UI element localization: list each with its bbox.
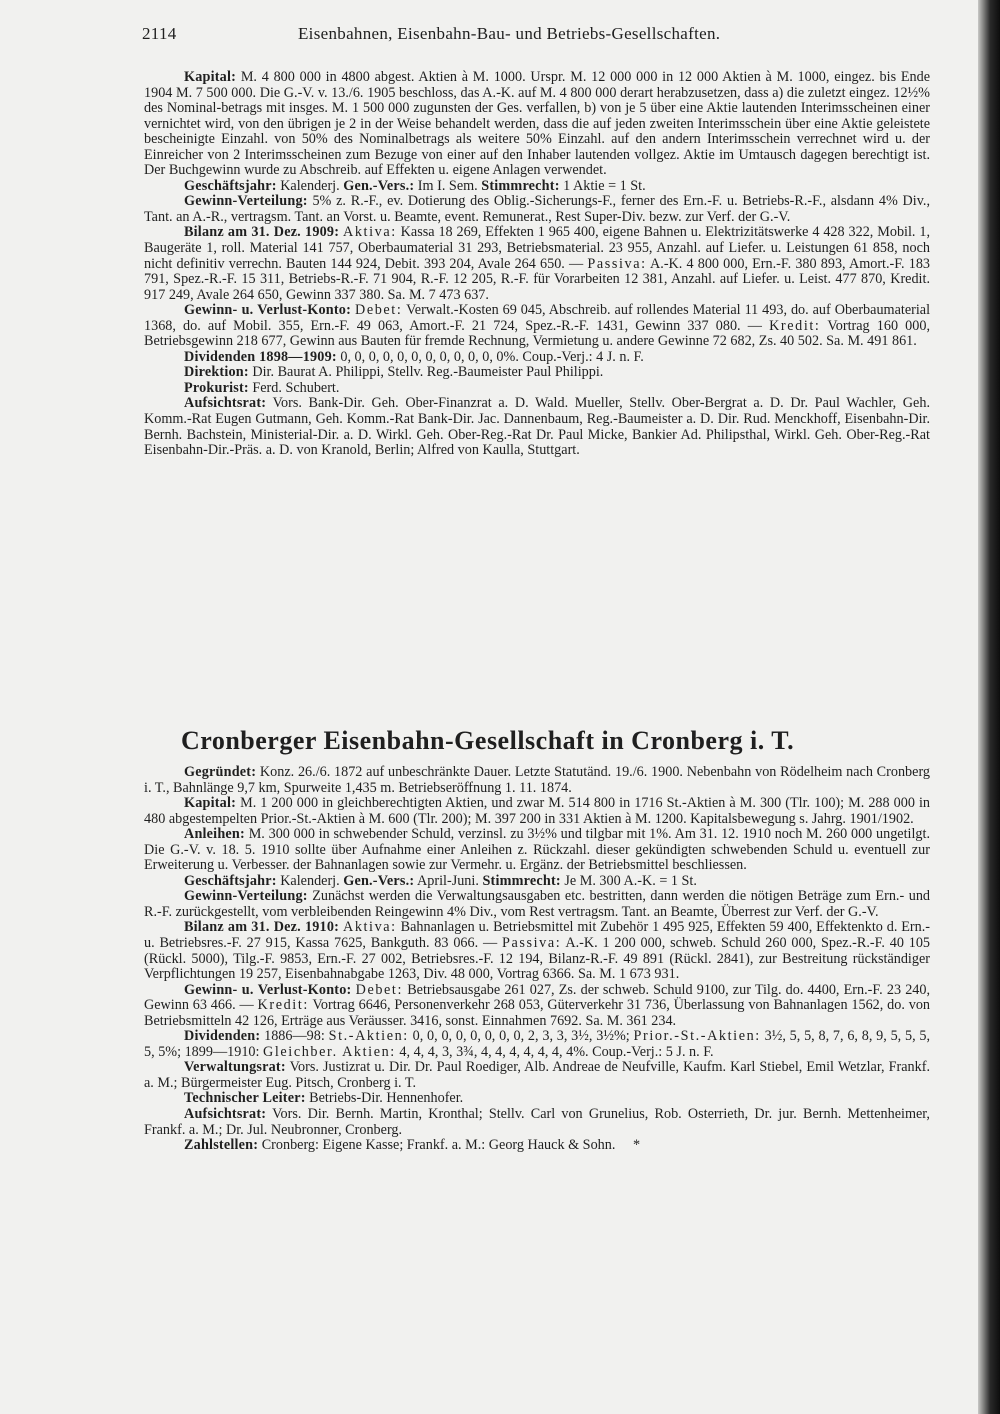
gewinn-verteilung-entry: Gewinn-Verteilung: 5% z. R.-F., ev. Dotierung des Oblig.-Sicherungs-F., ferner des Ern.-F. u. Betriebs-R.-F., alsdann 4% Div., Tant. an A.-R., vertragsm. Tant. an Vorst. u. Beamte, event. Remunerat., Rest Super-Div. bezw. zur Verf. der G.-V.: [144, 193, 931, 225]
page-number: 2114: [142, 24, 177, 43]
footnote-mark: *: [632, 1137, 641, 1154]
geschaeftsjahr-entry: Geschäftsjahr: Kalenderj. Gen.-Vers.: April-Juni. Stimmrecht: Je M. 300 A.-K. = 1 St.: [184, 872, 697, 889]
gewinn-verlust-entry: Gewinn- u. Verlust-Konto: Debet: Verwalt.-Kosten 69 045, Abschreib. auf rollendes Material 11 493, do. auf Oberbaumaterial 1368, do. auf Mobil. 355, Ern.-F. 49 063, Amort.-F. 21 724, Spez.-R.-F. 1431, Gewinn 337 080. — Kredit: Vortrag 160 000, Betriebsgewinn 218 677, Gewinn aus Bauten für fremde Rechnung, Vermietung u. andere Gewinne 72 682, Zs. 40 502. Sa. M. 491 861.: [144, 302, 931, 350]
zahlstellen-entry: Zahlstellen: Cronberg: Eigene Kasse; Frankf. a. M.: Georg Hauck & Sohn. *: [184, 1137, 641, 1154]
entry-previous-company: [144, 70, 930, 459]
bilanz-entry: Bilanz am 31. Dez. 1909: Aktiva: Kassa 18 269, Effekten 1 965 400, eigene Bahnen u. Elektrizitätswerke 4 428 322, Mobil. 1, Baugeräte 1, roll. Material 141 757, Oberbaumaterial 31 293, Betriebsmaterial. 23 955, Anzahl. auf Liefer. u. Leistungen 61 858, noch nicht definitiv verrechn. Bauten 144 924, Debit. 393 204, Avale 264 650. — Passiva: A.-K. 4 800 000, Ern.-F. 380 893, Amort.-F. 183 791, Spez.-R.-F. 15 311, Betriebs-R.-F. 71 904, R.-F. 12 205, R.-F. für Vorarbeiten 12 381, Anzahl. auf Liefer. u. Leist. 477 870, Kredit. 917 249, Avale 264 650, Gewinn 337 380. Sa. M. 7 473 637.: [144, 224, 931, 303]
kapital-entry: Kapital: M. 1 200 000 in gleichberechtigten Aktien, und zwar M. 514 800 in 1716 St.-Aktien à M. 300 (Tlr. 100); M. 288 000 in 480 abgestempelten Prior.-St.-Aktien à M. 600 (Tlr. 200); M. 397 200 in 331 Aktien à M. 1200. Kapitalsbewegung s. Jahrg. 1901/1902.: [144, 795, 930, 827]
running-title: Eisenbahnen, Eisenbahn-Bau- und Betriebs-Gesellschaften.: [298, 24, 721, 43]
kapital-entry: Kapital: M. 4 800 000 in 4800 abgest. Aktien à M. 1000. Urspr. M. 12 000 000 in 12 000 Aktien à M. 1000, eingez. bis Ende 1904 M. 7 500 000. Die G.-V. v. 13./6. 1905 beschloss, das A.-K. auf M. 4 800 000 derart herabzusetzen, dass a) die zuletzt eingez. 12½% des Nominal-betrags mit insges. M. 1 500 000 zugunsten der Ges. verfallen, b) von je 5 über eine Aktie lautenden Interimsscheinen einer vernichtet wird, von den übrigen je 2 in der Weise behandelt werden, dass die auf jeden zweiten Interimsschein über eine Aktie geleistete bescheinigte Einzahl. von 50% des Nominalbetrags als weitere 50% Einzahl. auf den andern Interimsschein verrechnet wird u. der Einreicher von 2 Interimsscheinen zum Bezuge von einer auf den Inhaber lautenden vollgez. Aktie im Umtausch dagegen berechtigt ist. Der Buchgewinn wurde zu Abschreib. auf Effekten u. eigene Anlagen verwendet.: [144, 69, 930, 179]
company-heading: Cronberger Eisenbahn-Gesellschaft in Cronberg i. T.: [181, 726, 795, 755]
bilanz-entry: Bilanz am 31. Dez. 1910: Aktiva: Bahnanlagen u. Betriebsmittel mit Zubehör 1 495 925, Effekten 59 400, Effektenkto d. Ern.- u. Betriebsres.-F. 27 915, Kassa 7625, Bankguth. 83 066. — Passiva: A.-K. 1 200 000, schweb. Schuld 260 000, Spez.-R.-F. 40 105 (Rückl. 5000), Tilg.-F. 9853, Ern.-F. 27 002, Betriebsres.-F. 12 194, Bilanz-R.-F. 49 891 (Rückl. 2841), zur Bestreitung rückständiger Verpflichtungen 19 257, Eisenbahnabgabe 1263, Div. 48 000, Vortrag 6366. Sa. M. 1 673 931.: [144, 919, 931, 983]
aufsichtsrat-entry: Aufsichtsrat: Vors. Bank-Dir. Geh. Ober-Finanzrat a. D. Wald. Mueller, Stellv. Ober-Bergrat a. D. Dr. Paul Wachler, Geh. Komm.-Rat Eugen Gutmann, Geh. Komm.-Rat Bank-Dir. Jac. Dannenbaum, Reg.-Baumeister a. D. Dir. Rud. Menckhoff, Eisenbahn-Dir. Bernh. Bachstein, Ministerial-Dir. a. D. Wirkl. Geh. Ober-Reg.-Rat Dr. Paul Micke, Bankier Ad. Philipsthal, Wirkl. Geh. Ober-Reg.-Rat Eisenbahn-Dir.-Präs. a. D. von Kranold, Berlin; Alfred von Kaulla, Stuttgart.: [144, 395, 930, 459]
direktion-entry: Direktion: Dir. Baurat A. Philippi, Stellv. Reg.-Baumeister Paul Philippi.: [184, 364, 604, 381]
entry-cronberger-company: [144, 765, 930, 1154]
gewinn-verlust-entry: Gewinn- u. Verlust-Konto: Debet: Betriebsausgabe 261 027, Zs. der schweb. Schuld 9100, zur Tilg. do. 4400, Ern.-F. 23 240, Gewinn 63 466. — Kredit: Vortrag 6646, Personenverkehr 268 053, Güterverkehr 31 736, Überlassung von Bahnanlagen 1562, do. von Betriebsmitteln 42 126, Erträge aus Veräusser. 3416, sonst. Einnahmen 7692. Sa. M. 361 234.: [144, 981, 931, 1029]
dividenden-entry: Dividenden 1898—1909: 0, 0, 0, 0, 0, 0, 0, 0, 0, 0, 0, 0%. Coup.-Verj.: 4 J. n. F.: [184, 348, 644, 365]
anleihen-entry: Anleihen: M. 300 000 in schwebender Schuld, verzinsl. zu 3½% und tilgbar mit 1%. Am 31. 12. 1910 noch M. 260 000 ungetilgt. Die G.-V. v. 18. 5. 1910 sollte über Aufnahme einer Anleihen z. Rückzahl. dieser gekündigten schwebenden Schuld u. eventuell zur Erweiterung u. Verbesser. der Bahnanlagen sowie zur Vermehr. u. Ergänz. der Betriebsmittel beschliessen.: [144, 826, 931, 874]
technischer-leiter-entry: Technischer Leiter: Betriebs-Dir. Hennenhofer.: [184, 1090, 464, 1107]
prokurist-entry: Prokurist: Ferd. Schubert.: [184, 379, 340, 396]
dividenden-entry: Dividenden: 1886—98: St.-Aktien: 0, 0, 0, 0, 0, 0, 0, 0, 2, 3, 3, 3½, 3½%; Prior.-St.-Aktien: 3½, 5, 5, 8, 7, 6, 8, 9, 5, 5, 5, 5, 5%; 1899—1910: Gleichber. Aktien: 4, 4, 4, 3, 3¾, 4, 4, 4, 4, 4, 4, 4%. Coup.-Verj.: 5 J. n. F.: [144, 1028, 931, 1060]
gegruendet-entry: Gegründet: Konz. 26./6. 1872 auf unbeschränkte Dauer. Letzte Statutänd. 19./6. 1900. Nebenbahn von Rödelheim nach Cronberg i. T., Bahnlänge 9,7 km, Spurweite 1,435 m. Betriebseröffnung 1. 11. 1874.: [144, 764, 931, 796]
gewinn-verteilung-entry: Gewinn-Verteilung: Zunächst werden die Verwaltungsausgaben etc. bestritten, dann werden die nötigen Beträge zum Ern.- und R.-F. zurückgestellt, vom verbleibenden Reingewinn 4% Div., vom Rest vertragsm. Tant. an Beamte, Überrest zur Verf. der G.-V.: [144, 888, 931, 920]
geschaeftsjahr-entry: Geschäftsjahr: Kalenderj. Gen.-Vers.: Im I. Sem. Stimmrecht: 1 Aktie = 1 St.: [184, 177, 646, 194]
aufsichtsrat-entry: Aufsichtsrat: Vors. Dir. Bernh. Martin, Kronthal; Stellv. Carl von Grunelius, Rob. Osterrieth, Dr. jur. Bernh. Mettenheimer, Frankf. a. M.; Dr. Jul. Neubronner, Cronberg.: [144, 1106, 930, 1138]
verwaltungsrat-entry: Verwaltungsrat: Vors. Justizrat u. Dir. Dr. Paul Roediger, Alb. Andreae de Neufville, Kaufm. Karl Stiebel, Emil Wetzlar, Frankf. a. M.; Bürgermeister Eug. Pitsch, Cronberg i. T.: [144, 1059, 930, 1091]
scan-edge-shadow: [978, 0, 1000, 1414]
